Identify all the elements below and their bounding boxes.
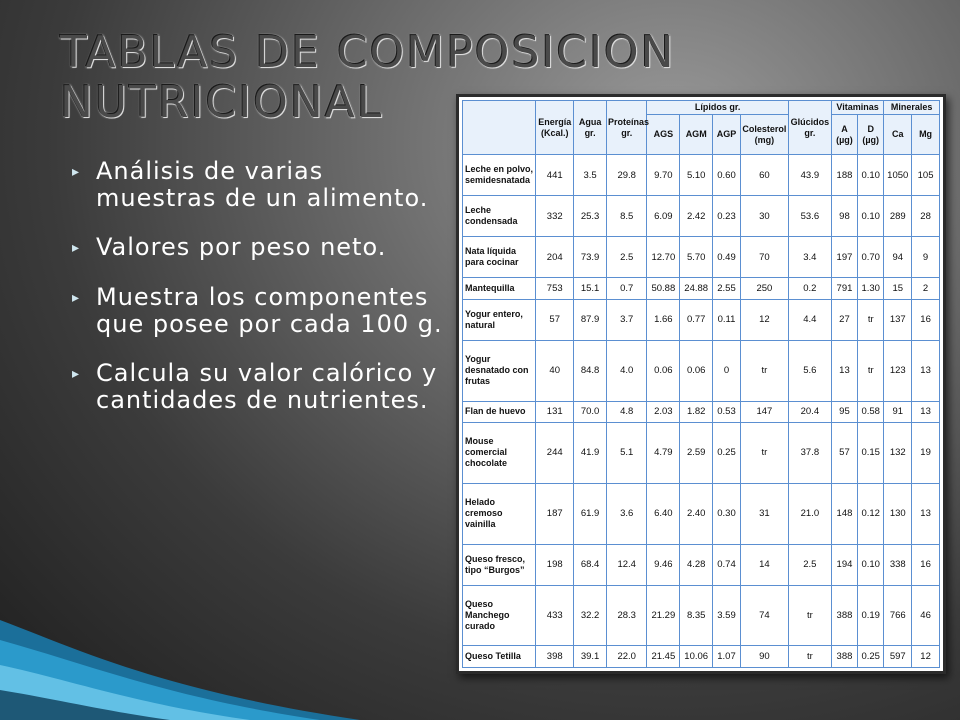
- value-cell: 28: [912, 196, 940, 237]
- value-cell: 2.5: [788, 544, 831, 585]
- value-cell: 0.10: [858, 196, 884, 237]
- value-cell: 8.5: [607, 196, 647, 237]
- value-cell: 91: [884, 401, 912, 422]
- value-cell: 332: [536, 196, 574, 237]
- value-cell: 0.12: [858, 483, 884, 544]
- value-cell: 5.70: [680, 237, 713, 278]
- value-cell: 25.3: [574, 196, 607, 237]
- value-cell: 14: [740, 544, 788, 585]
- bullet-text: Valores por peso neto.: [96, 233, 387, 261]
- food-name-cell: Helado cremoso vainilla: [463, 483, 536, 544]
- header-agm: AGM: [680, 115, 713, 155]
- value-cell: 147: [740, 401, 788, 422]
- value-cell: 21.29: [647, 585, 680, 646]
- food-name-cell: Yogur desnatado con frutas: [463, 340, 536, 401]
- value-cell: 31: [740, 483, 788, 544]
- table-row: [463, 237, 940, 278]
- table-row: [463, 340, 940, 401]
- value-cell: 0.10: [858, 544, 884, 585]
- header-vitaminas-group: Vitaminas: [831, 101, 884, 115]
- value-cell: 1050: [884, 155, 912, 196]
- value-cell: 5.10: [680, 155, 713, 196]
- value-cell: 2.5: [607, 237, 647, 278]
- value-cell: 12.4: [607, 544, 647, 585]
- value-cell: 15: [884, 278, 912, 299]
- nutrition-table-image: [456, 94, 946, 674]
- value-cell: 87.9: [574, 299, 607, 340]
- value-cell: 0.23: [713, 196, 741, 237]
- food-name-cell: Leche en polvo, semidesnatada: [463, 155, 536, 196]
- value-cell: 4.28: [680, 544, 713, 585]
- value-cell: 131: [536, 401, 574, 422]
- value-cell: 13: [912, 401, 940, 422]
- value-cell: 244: [536, 423, 574, 484]
- value-cell: 105: [912, 155, 940, 196]
- bullet-item: [72, 234, 452, 262]
- value-cell: 130: [884, 483, 912, 544]
- value-cell: 0.77: [680, 299, 713, 340]
- value-cell: 53.6: [788, 196, 831, 237]
- value-cell: 1.66: [647, 299, 680, 340]
- value-cell: 10.06: [680, 646, 713, 668]
- value-cell: 27: [831, 299, 857, 340]
- value-cell: 0.58: [858, 401, 884, 422]
- bullet-text: Muestra los componentes que posee por cada 100 g.: [96, 283, 443, 338]
- table-body: [463, 155, 940, 668]
- value-cell: 0.49: [713, 237, 741, 278]
- header-mg: Mg: [912, 115, 940, 155]
- value-cell: 3.6: [607, 483, 647, 544]
- value-cell: 90: [740, 646, 788, 668]
- value-cell: 0.30: [713, 483, 741, 544]
- bullet-item: [72, 158, 452, 212]
- header-ags: AGS: [647, 115, 680, 155]
- value-cell: 13: [831, 340, 857, 401]
- value-cell: 16: [912, 299, 940, 340]
- bullet-list: [72, 158, 452, 436]
- value-cell: 12.70: [647, 237, 680, 278]
- value-cell: 3.4: [788, 237, 831, 278]
- value-cell: 60: [740, 155, 788, 196]
- arrow-bullet-icon: ▸: [72, 240, 80, 256]
- value-cell: 0.2: [788, 278, 831, 299]
- food-name-cell: Nata líquida para cocinar: [463, 237, 536, 278]
- value-cell: 73.9: [574, 237, 607, 278]
- value-cell: tr: [788, 585, 831, 646]
- arrow-bullet-icon: ▸: [72, 164, 80, 180]
- value-cell: 70: [740, 237, 788, 278]
- title-line-2: NUTRICIONAL: [60, 77, 384, 128]
- value-cell: 22.0: [607, 646, 647, 668]
- header-minerales-group: Minerales: [884, 101, 940, 115]
- header-vit-d: D (µg): [858, 115, 884, 155]
- value-cell: 4.8: [607, 401, 647, 422]
- value-cell: 39.1: [574, 646, 607, 668]
- value-cell: 2.55: [713, 278, 741, 299]
- decorative-wave: [0, 580, 360, 720]
- value-cell: 13: [912, 483, 940, 544]
- value-cell: 132: [884, 423, 912, 484]
- value-cell: tr: [858, 299, 884, 340]
- food-name-cell: Leche condensada: [463, 196, 536, 237]
- value-cell: 0.70: [858, 237, 884, 278]
- header-vit-a: A (µg): [831, 115, 857, 155]
- value-cell: 597: [884, 646, 912, 668]
- value-cell: 0.7: [607, 278, 647, 299]
- table-row: [463, 544, 940, 585]
- table-row: [463, 401, 940, 422]
- value-cell: 3.59: [713, 585, 741, 646]
- value-cell: 41.9: [574, 423, 607, 484]
- table-row: [463, 196, 940, 237]
- value-cell: 21.45: [647, 646, 680, 668]
- value-cell: 9.70: [647, 155, 680, 196]
- food-name-cell: Mouse comercial chocolate: [463, 423, 536, 484]
- value-cell: 388: [831, 646, 857, 668]
- value-cell: 1.07: [713, 646, 741, 668]
- value-cell: 0.06: [647, 340, 680, 401]
- value-cell: 398: [536, 646, 574, 668]
- value-cell: 43.9: [788, 155, 831, 196]
- value-cell: 98: [831, 196, 857, 237]
- value-cell: 9: [912, 237, 940, 278]
- value-cell: 194: [831, 544, 857, 585]
- value-cell: 5.6: [788, 340, 831, 401]
- value-cell: 0.60: [713, 155, 741, 196]
- table-row: [463, 299, 940, 340]
- food-name-cell: Yogur entero, natural: [463, 299, 536, 340]
- value-cell: 766: [884, 585, 912, 646]
- value-cell: 8.35: [680, 585, 713, 646]
- value-cell: 0.25: [858, 646, 884, 668]
- value-cell: 441: [536, 155, 574, 196]
- food-name-cell: Mantequilla: [463, 278, 536, 299]
- value-cell: 57: [536, 299, 574, 340]
- value-cell: 3.7: [607, 299, 647, 340]
- value-cell: 13: [912, 340, 940, 401]
- value-cell: 12: [740, 299, 788, 340]
- value-cell: 0.74: [713, 544, 741, 585]
- corner-header: [463, 101, 536, 155]
- value-cell: 29.8: [607, 155, 647, 196]
- value-cell: 187: [536, 483, 574, 544]
- value-cell: 791: [831, 278, 857, 299]
- value-cell: 15.1: [574, 278, 607, 299]
- value-cell: 16: [912, 544, 940, 585]
- value-cell: 40: [536, 340, 574, 401]
- food-name-cell: Flan de huevo: [463, 401, 536, 422]
- value-cell: 5.1: [607, 423, 647, 484]
- value-cell: 2.42: [680, 196, 713, 237]
- value-cell: 28.3: [607, 585, 647, 646]
- value-cell: 289: [884, 196, 912, 237]
- food-name-cell: Queso Tetilla: [463, 646, 536, 668]
- table-row: [463, 423, 940, 484]
- value-cell: 30: [740, 196, 788, 237]
- value-cell: 9.46: [647, 544, 680, 585]
- header-lipidos-group: Lípidos gr.: [647, 101, 788, 115]
- table-row: [463, 585, 940, 646]
- value-cell: 0.19: [858, 585, 884, 646]
- table-row: [463, 483, 940, 544]
- arrow-bullet-icon: ▸: [72, 366, 80, 382]
- value-cell: tr: [740, 340, 788, 401]
- value-cell: 0.10: [858, 155, 884, 196]
- value-cell: 32.2: [574, 585, 607, 646]
- food-name-cell: Queso Manchego curado: [463, 585, 536, 646]
- value-cell: 94: [884, 237, 912, 278]
- value-cell: 2.40: [680, 483, 713, 544]
- value-cell: 46: [912, 585, 940, 646]
- bullet-item: [72, 360, 452, 414]
- value-cell: 137: [884, 299, 912, 340]
- value-cell: 148: [831, 483, 857, 544]
- value-cell: 204: [536, 237, 574, 278]
- value-cell: 0.11: [713, 299, 741, 340]
- value-cell: 753: [536, 278, 574, 299]
- value-cell: 433: [536, 585, 574, 646]
- value-cell: 3.5: [574, 155, 607, 196]
- value-cell: 2.59: [680, 423, 713, 484]
- nutrition-table: [462, 100, 940, 668]
- value-cell: 250: [740, 278, 788, 299]
- value-cell: 0: [713, 340, 741, 401]
- bullet-text: Calcula su valor calórico y cantidades de nutrientes.: [96, 359, 438, 414]
- value-cell: 0.53: [713, 401, 741, 422]
- arrow-bullet-icon: ▸: [72, 290, 80, 306]
- value-cell: tr: [740, 423, 788, 484]
- table-row: [463, 278, 940, 299]
- table-row: [463, 646, 940, 668]
- value-cell: 197: [831, 237, 857, 278]
- value-cell: 6.40: [647, 483, 680, 544]
- value-cell: 12: [912, 646, 940, 668]
- header-agua: Agua gr.: [574, 101, 607, 155]
- value-cell: 84.8: [574, 340, 607, 401]
- value-cell: 50.88: [647, 278, 680, 299]
- value-cell: 4.4: [788, 299, 831, 340]
- bullet-item: [72, 284, 452, 338]
- value-cell: 70.0: [574, 401, 607, 422]
- value-cell: 1.82: [680, 401, 713, 422]
- value-cell: 74: [740, 585, 788, 646]
- value-cell: 95: [831, 401, 857, 422]
- table-row: [463, 155, 940, 196]
- title-line-1: TABLAS DE COMPOSICION: [60, 27, 676, 78]
- value-cell: 2.03: [647, 401, 680, 422]
- header-colesterol: Colesterol (mg): [740, 115, 788, 155]
- value-cell: 6.09: [647, 196, 680, 237]
- value-cell: 388: [831, 585, 857, 646]
- value-cell: 20.4: [788, 401, 831, 422]
- value-cell: 0.15: [858, 423, 884, 484]
- value-cell: 37.8: [788, 423, 831, 484]
- value-cell: 2: [912, 278, 940, 299]
- header-ca: Ca: [884, 115, 912, 155]
- food-name-cell: Queso fresco, tipo “Burgos”: [463, 544, 536, 585]
- value-cell: 123: [884, 340, 912, 401]
- value-cell: 4.0: [607, 340, 647, 401]
- value-cell: tr: [858, 340, 884, 401]
- value-cell: 0.06: [680, 340, 713, 401]
- header-agp: AGP: [713, 115, 741, 155]
- bullet-text: Análisis de varias muestras de un alimento.: [96, 157, 429, 212]
- value-cell: 24.88: [680, 278, 713, 299]
- value-cell: 198: [536, 544, 574, 585]
- header-proteinas: Proteínas gr.: [607, 101, 647, 155]
- value-cell: 61.9: [574, 483, 607, 544]
- header-energia: Energía (Kcal.): [536, 101, 574, 155]
- value-cell: tr: [788, 646, 831, 668]
- value-cell: 68.4: [574, 544, 607, 585]
- header-glucidos: Glúcidos gr.: [788, 101, 831, 155]
- value-cell: 338: [884, 544, 912, 585]
- value-cell: 0.25: [713, 423, 741, 484]
- value-cell: 21.0: [788, 483, 831, 544]
- value-cell: 188: [831, 155, 857, 196]
- value-cell: 19: [912, 423, 940, 484]
- value-cell: 57: [831, 423, 857, 484]
- value-cell: 4.79: [647, 423, 680, 484]
- value-cell: 1.30: [858, 278, 884, 299]
